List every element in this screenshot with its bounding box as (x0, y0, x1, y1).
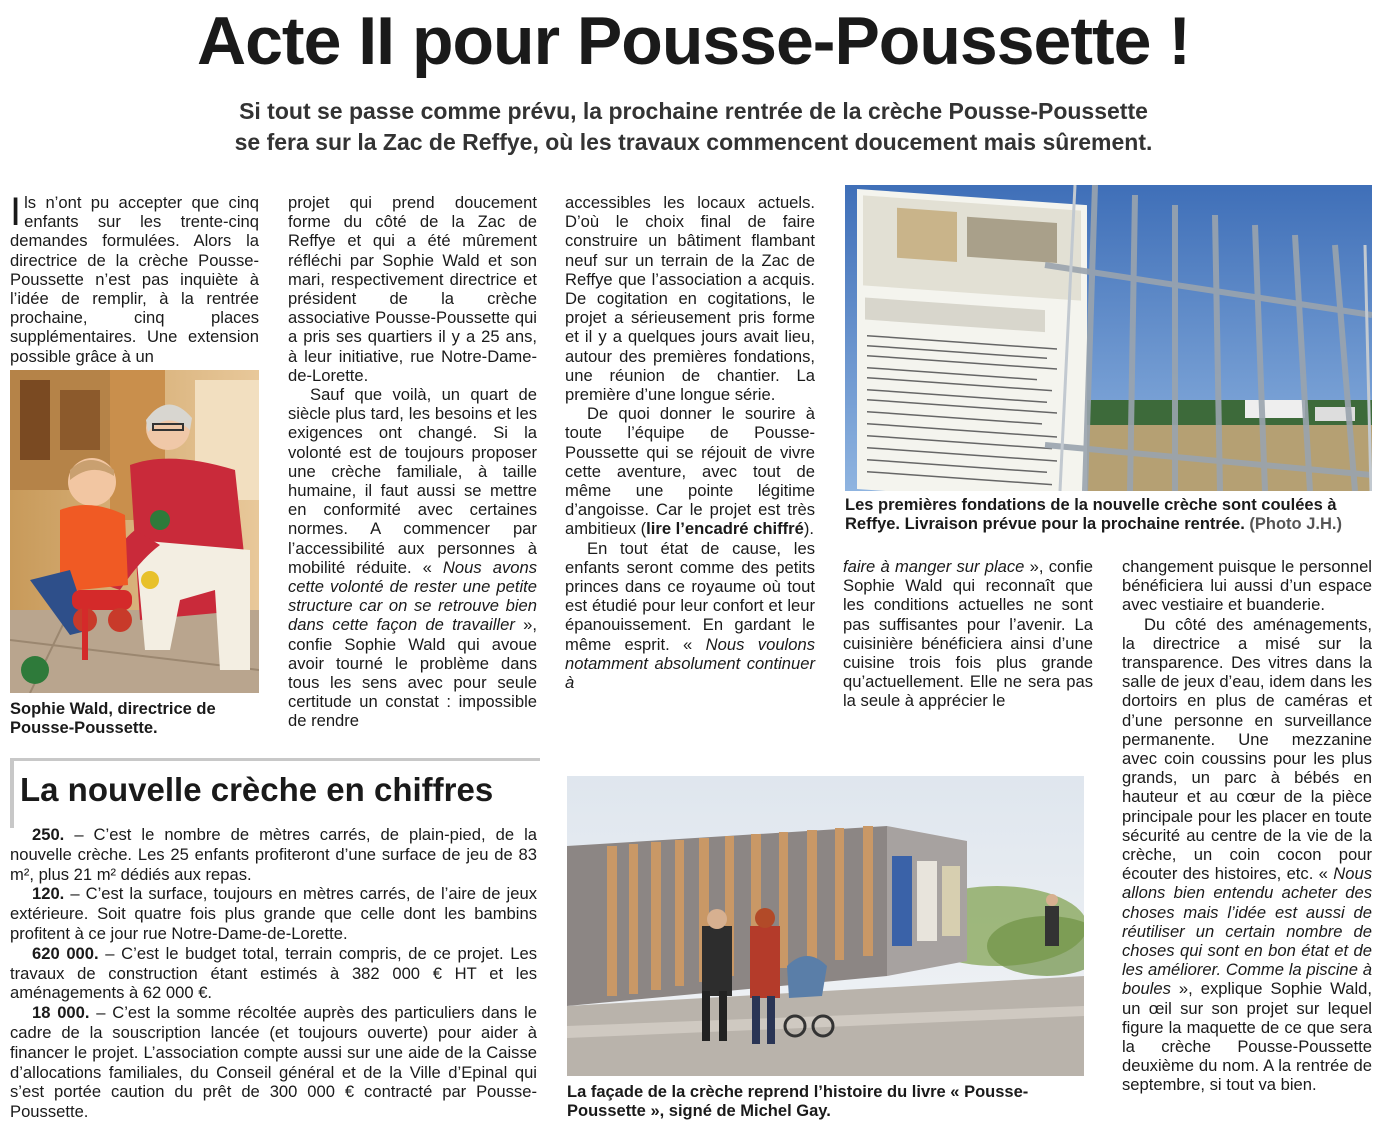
drop-cap: I (10, 190, 22, 234)
column-3-text-c: En tout état de cause, les enfants seront comme des petits princes dans ce royaume où tout est étudié pour leur confort et leur épanouissement. En gardant le même esprit. « (565, 538, 815, 654)
column-1-paragraph (10, 190, 259, 366)
figure-number: 18 000. (32, 1003, 90, 1023)
column-5-text-b: », explique Sophie Wald, un œil sur son projet sur lequel figure la maquette de ce que sera la crèche Pousse-Poussette deuxième du nom. A la rentrée de septembre, si tout va bien. (1122, 979, 1372, 1095)
figure-text: – C’est le nombre de mètres carrés, de plain-pied, de la nouvelle crèche. Les 25 enfants profiteront d’une surface de jeu de 83 m², plus 21 m² dédiés aux repas. (10, 825, 537, 884)
column-3-text-a: De quoi donner le sourire à toute l’équipe de Pousse-Poussette qui se réjouit de vivre cette aventure, avec tout de même une pointe légitime d’angoisse. Car le projet est très ambitieux ( (565, 404, 815, 539)
construction-site-caption (845, 496, 1375, 534)
figures-box-rule (10, 758, 14, 828)
standfirst-line-2: se fera sur la Zac de Reffye, où les travaux commencent doucement mais sûrement. (234, 129, 1153, 155)
column-3-paragraph-2 (565, 404, 815, 538)
article-column-2 (288, 193, 537, 731)
article-column-5 (1122, 557, 1372, 1095)
portrait-photo-illustration (10, 370, 259, 693)
figure-number: 620 000. (32, 943, 99, 963)
construction-site-caption-text: Les premières fondations de la nouvelle crèche sont coulées à Reffye. Livraison prévue pour la prochaine rentrée. (845, 496, 1337, 533)
standfirst (60, 96, 1327, 158)
portrait-caption: Sophie Wald, directrice de Pousse-Poussette. (10, 700, 216, 737)
figure-text: – C’est la surface, toujours en mètres carrés, de l’aire de jeux extérieure. Soit quatre fois plus grande que celle dont les bambins profitent à ce jour rue Notre-Dame-de-Lorette. (10, 884, 537, 943)
column-2-paragraph-2 (288, 385, 537, 731)
figure-item-120 (10, 884, 537, 943)
column-4-quote: faire à manger sur place (843, 557, 1025, 576)
figures-box-content (10, 825, 537, 1122)
article-column-4 (843, 557, 1093, 711)
facade-rendering-photo (567, 776, 1084, 1076)
column-5-paragraph-1: changement puisque le personnel bénéficiera lui aussi d’un espace avec vestiaire et buanderie. (1122, 557, 1372, 615)
column-3-quote: Nous voulons notamment absolument continuer à (565, 634, 815, 693)
column-4-paragraph-1 (843, 557, 1093, 711)
article-column-3 (565, 193, 815, 692)
figure-number: 250. (32, 825, 65, 844)
figure-number: 120. (32, 884, 65, 904)
figure-item-250 (10, 825, 537, 884)
column-2-text-b: », confie Sophie Wald qui avoue avoir tourné le problème dans tous les sens avec pour seule certitude un constat : impossible de rendre (288, 615, 538, 731)
column-2-quote: Nous avons cette volonté de rester une petite structure car on se retrouve bien dans cette façon de travailler (288, 557, 537, 635)
construction-site-photo (845, 185, 1372, 491)
column-5-text-a: Du côté des aménagements, la directrice a misé sur la transparence. Des vitres dans la salle de jeux d’eau, idem dans les dortoirs en plus de caméras et d’une personne en surveillance permanente. Une mezzanine avec coin coussins pour les plus grands, un parc à bébés en hauteur et au cœur de la pièce principale pour les placer en toute sécurité au centre de la vie de la crèche, un coin cocon pour écouter des histoires, etc. « (1122, 614, 1372, 884)
column-1-text: ls n’ont pu accepter que cinq enfants sur les trente-cinq demandes formulées. Alors la directrice de la crèche Pousse-Poussette n’est pas inquiète à l’idée de remplir, à la rentrée prochaine, cinq places supplémentaires. Une extension possible grâce à un (10, 193, 259, 366)
column-2-text-a: Sauf que voilà, un quart de siècle plus tard, les besoins et les exigences ont changé. Si la volonté est de toujours proposer une crèche familiale, à taille humaine, il faut aussi se mettre en conformité avec certaines normes. A commencer par l’accessibilité aux personnes à mobilité réduite. « (288, 385, 537, 577)
headline: Acte II pour Pousse-Poussette ! (197, 3, 1190, 79)
portrait-photo (10, 370, 259, 693)
figure-text: – C’est la somme récoltée auprès des particuliers dans le cadre de la souscription lancée (et toujours ouverte) pour aider à financer le projet. L’association compte aussi sur une aide de la Caisse d’allocations familiales, du Conseil général et de la Ville d’Epinal qui s’est portée caution du prêt de 300 000 € contracté par Pousse-Poussette. (10, 1003, 537, 1122)
column-3-paragraph-3 (565, 539, 815, 693)
article-column-1 (10, 190, 259, 366)
photo-credit: (Photo J.H.) (1249, 515, 1342, 533)
construction-site-illustration (845, 185, 1372, 491)
column-5-quote: Nous allons bien entendu acheter des choses mais l’idée est aussi de réutiliser un certain nombre de choses qui sont en bon état et de les améliorer. Comme la piscine à boules (1122, 864, 1372, 999)
figure-item-620000 (10, 944, 537, 1003)
facade-caption: La façade de la crèche reprend l’histoire du livre « Pousse-Poussette », signé de Michel Gay. (567, 1083, 1029, 1120)
column-3-text-b: ). (803, 519, 815, 539)
figures-box-title: La nouvelle crèche en chiffres (20, 771, 494, 808)
column-4-text: », confie Sophie Wald qui reconnaît que les conditions actuelles ne sont pas suffisantes pour l’avenir. La cuisinière bénéficiera ainsi d’une cuisine trois fois plus grande qu’actuellement. Elle ne sera pas la seule à apprécier le (843, 557, 1094, 711)
column-2-paragraph-1: projet qui prend doucement forme du côté de la Zac de Reffye et qui a été mûrement réfléchi par Sophie Wald et son mari, respectivement directrice et président de la crèche associative Pousse-Poussette qui a pris ses quartiers il y a 25 ans, à leur initiative, rue Notre-Dame-de-Lorette. (288, 193, 537, 385)
column-3-box-reference: lire l’encadré chiffré (646, 519, 804, 539)
column-5-paragraph-2 (1122, 615, 1372, 1095)
facade-rendering-illustration (567, 776, 1084, 1076)
figures-box-top-rule (10, 758, 540, 761)
figure-item-18000 (10, 1003, 537, 1122)
figure-text: – C’est le budget total, terrain compris, de ce projet. Les travaux de construction étant estimés à 382 000 € HT et les aménagements à 62 000 €. (10, 943, 538, 1003)
standfirst-line-1: Si tout se passe comme prévu, la prochaine rentrée de la crèche Pousse-Poussette (239, 98, 1148, 124)
column-3-paragraph-1: accessibles les locaux actuels. D’où le choix final de faire construire un bâtiment flambant neuf sur un terrain de la Zac de Reffye que l’association a acquis. De cogitation en cogitations, le projet a sérieusement pris forme et il y a quelques jours avait lieu, autour des premières fondations, une réunion de chantier. La première d’une longue série. (565, 193, 815, 405)
